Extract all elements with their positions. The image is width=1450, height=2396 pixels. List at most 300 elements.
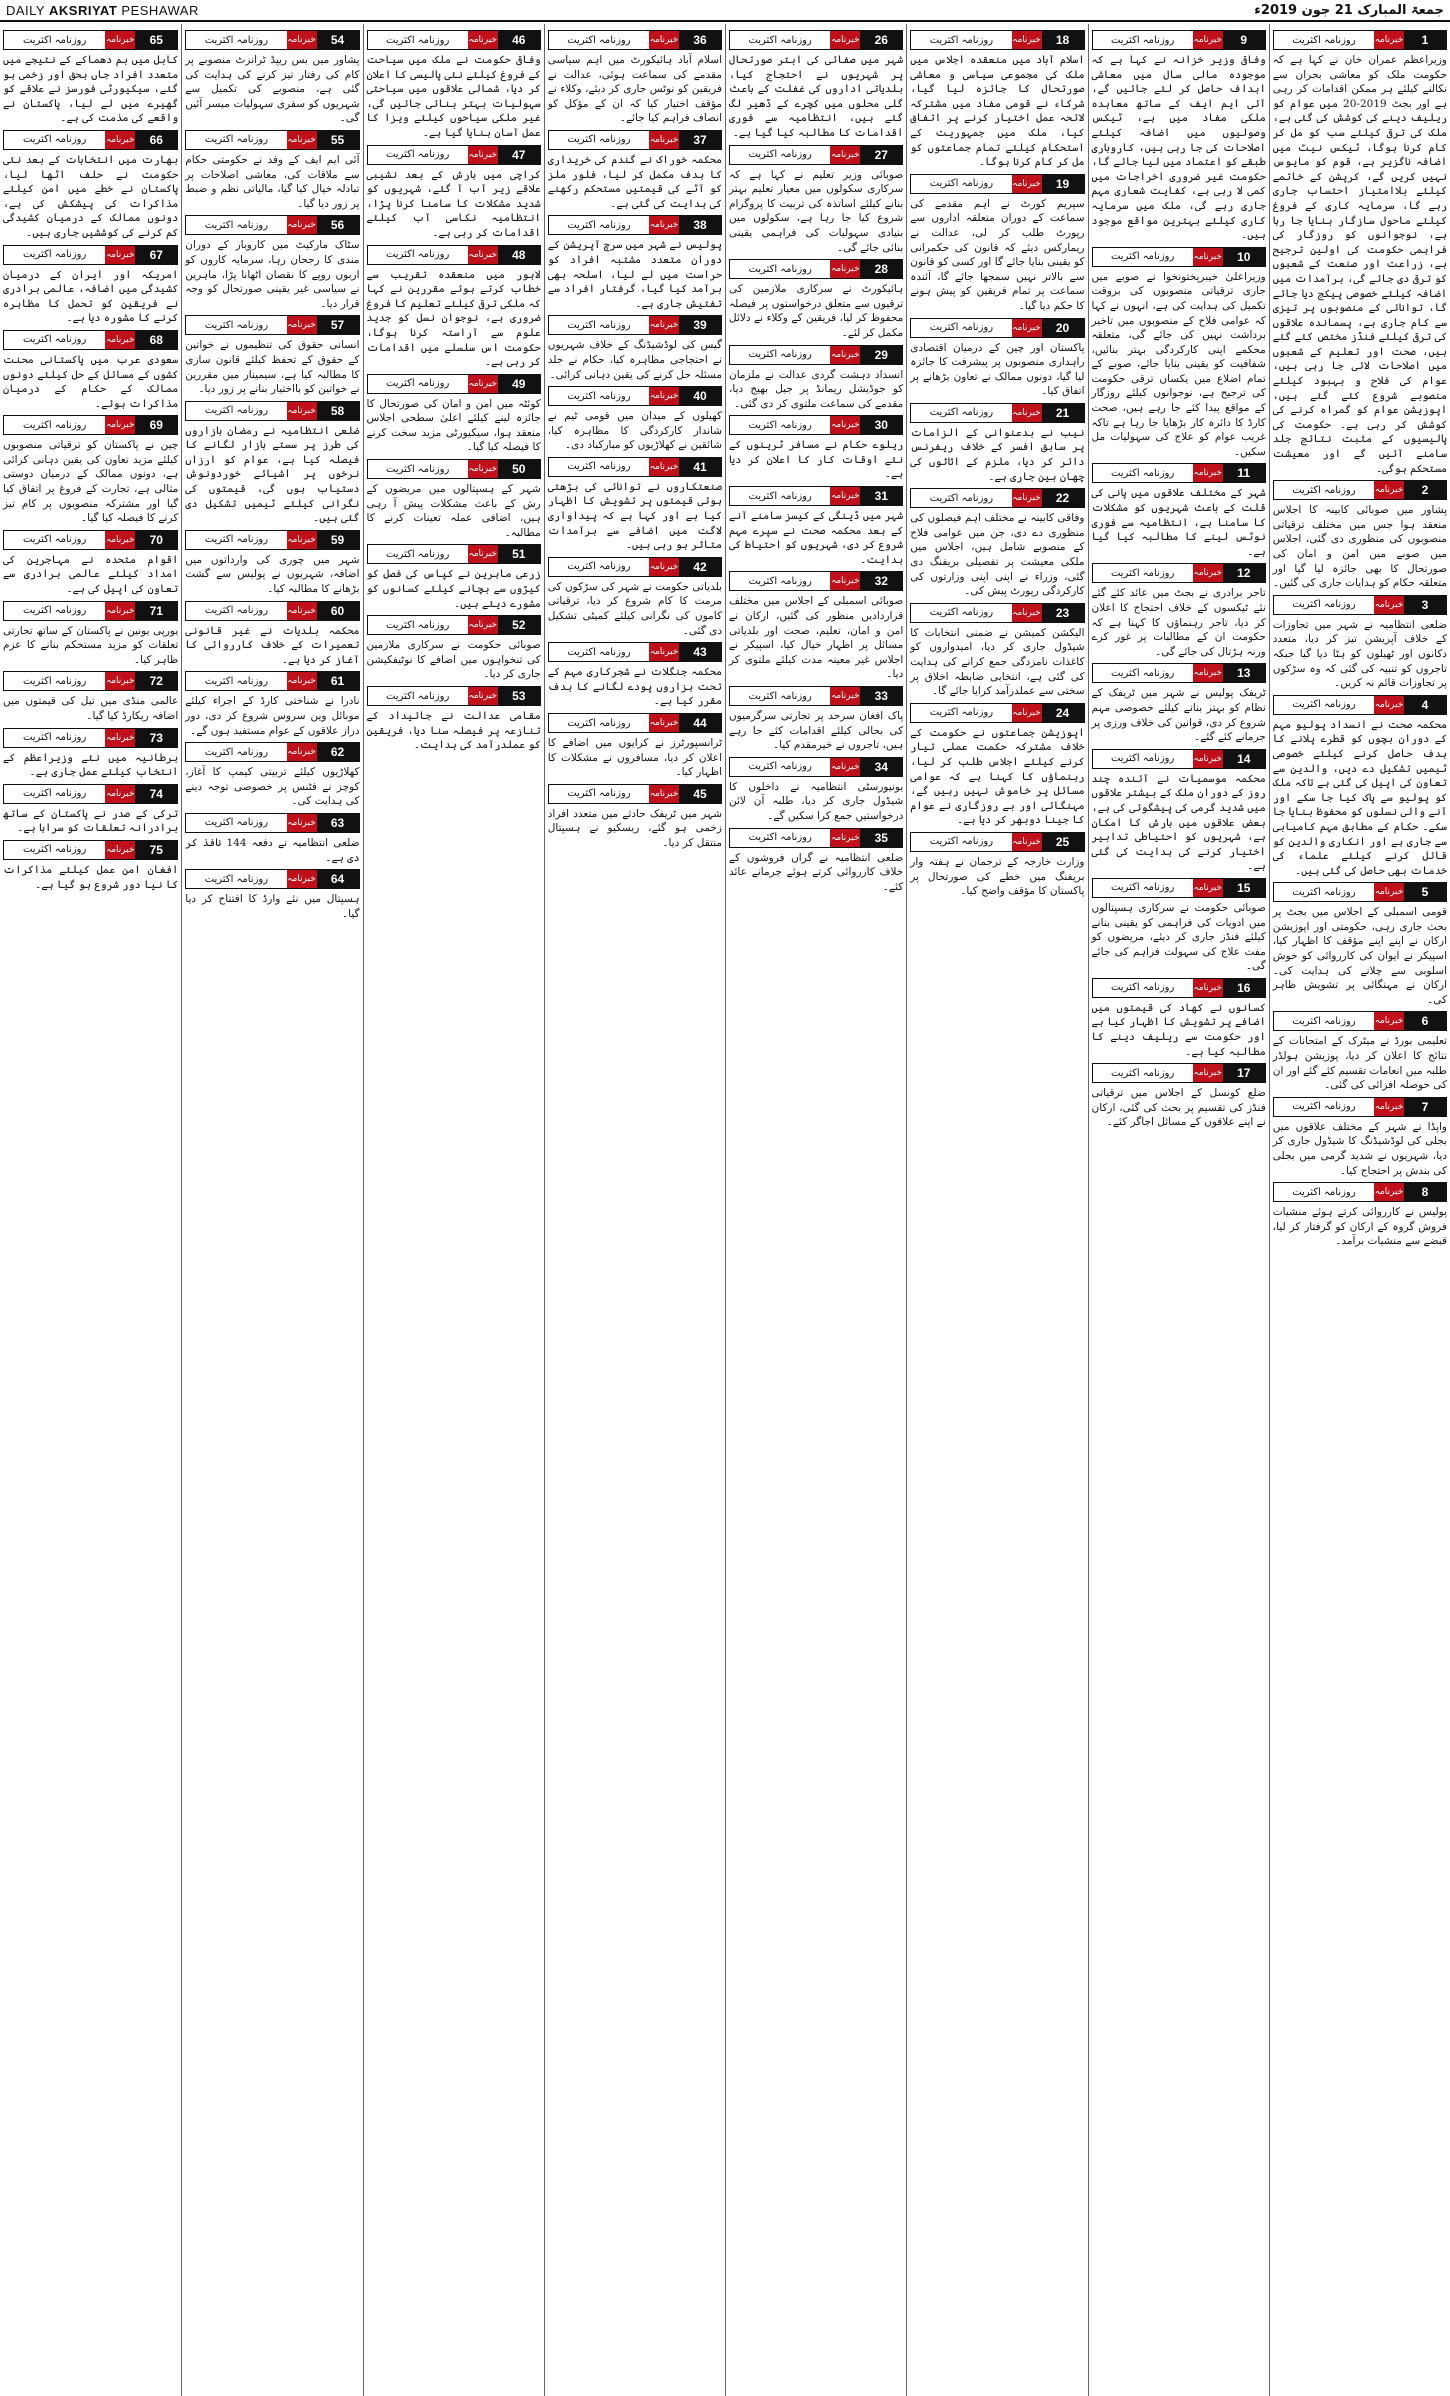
news-item xyxy=(367,682,541,753)
paper-name-label: روزنامہ اکثریت xyxy=(911,833,1011,851)
news-tag: خبرنامہ xyxy=(1012,404,1042,422)
news-number: 43 xyxy=(679,643,721,661)
masthead xyxy=(0,0,1450,22)
news-item xyxy=(3,667,178,723)
news-tag: خبرنامہ xyxy=(830,687,860,705)
news-item-header xyxy=(910,488,1084,508)
news-body: واپڈا نے شہر کے مختلف علاقوں میں بجلی کی لوڈشیڈنگ کا شیڈول جاری کر دیا، شہریوں نے شدید گرمی میں بجلی کی بندش پر احتجاج کیا۔ xyxy=(1272,1120,1447,1177)
news-number: 26 xyxy=(860,31,902,49)
news-body: نادرا نے شناختی کارڈ کے اجراء کیلئے موبائل وین سروس شروع کر دی، دور دراز علاقوں کے عوام مستفید ہوں گے۔ xyxy=(185,695,360,737)
news-item xyxy=(1273,691,1447,879)
news-item-header xyxy=(910,318,1084,338)
news-item-header xyxy=(910,703,1084,723)
news-item xyxy=(1092,745,1266,874)
news-tag: خبرنامہ xyxy=(1374,1098,1404,1116)
news-body: وفاقی حکومت نے ملک میں سیاحت کے فروغ کیلئے نئی پالیسی کا اعلان کر دیا، شمالی علاقوں میں سیاحتی سہولیات بہتر بنائی جائیں گی، غیر ملکی سیاحوں کیلئے ویزا کا عمل آسان بنایا گیا ہے۔ xyxy=(366,54,541,139)
news-body: قومی اسمبلی کے اجلاس میں بجٹ پر بحث جاری رہی، حکومتی اور اپوزیشن ارکان نے اپنے اپنے مؤقف کا اظہار کیا، اسپیکر نے ایوان کی کارروائی کو خوش اسلوبی سے چلانے کی ہدایت کی۔ ارکان نے مہنگائی پر تشویش ظاہر کی۔ xyxy=(1272,906,1447,1006)
news-item xyxy=(729,411,903,482)
news-number: 30 xyxy=(860,416,902,434)
news-item-header xyxy=(729,828,903,848)
news-item xyxy=(910,699,1084,828)
paper-name-label: روزنامہ اکثریت xyxy=(4,416,105,434)
news-number: 61 xyxy=(317,672,359,690)
news-body: صوبائی حکومت نے سرکاری ملازمین کی تنخواہوں میں اضافے کا نوٹیفکیشن جاری کر دیا۔ xyxy=(366,639,541,681)
news-body: نیب نے بدعنوانی کے الزامات پر سابق افسر کے خلاف ریفرنس دائر کر دیا، ملزم کے اثاثوں کی چھان بین جاری ہے۔ xyxy=(910,426,1085,483)
paper-name-label: روزنامہ اکثریت xyxy=(549,785,649,803)
news-body: پاکستان اور چین کے درمیان اقتصادی راہداری منصوبوں پر پیشرفت کا جائزہ لیا گیا، دونوں ممالک نے تعاون بڑھانے پر اتفاق کیا۔ xyxy=(910,341,1085,398)
news-body: پاک افغان سرحد پر تجارتی سرگرمیوں کی بحالی کیلئے اقدامات کئے جا رہے ہیں، تاجروں نے خیرمقدم کیا۔ xyxy=(729,710,904,752)
news-item xyxy=(185,738,359,809)
paper-name-label: روزنامہ اکثریت xyxy=(911,604,1011,622)
paper-name: AKSRIYAT xyxy=(49,2,118,18)
news-tag: خبرنامہ xyxy=(1012,833,1042,851)
news-item xyxy=(729,682,903,753)
news-tag: خبرنامہ xyxy=(1193,31,1223,49)
paper-name-label: روزنامہ اکثریت xyxy=(730,572,830,590)
news-number: 35 xyxy=(860,829,902,847)
news-tag: خبرنامہ xyxy=(1012,31,1042,49)
news-item xyxy=(1092,459,1266,559)
news-number: 59 xyxy=(317,531,359,549)
news-tag: خبرنامہ xyxy=(287,814,317,832)
news-number: 14 xyxy=(1223,750,1265,768)
news-item-header xyxy=(729,757,903,777)
news-item-header xyxy=(548,215,722,235)
news-number: 28 xyxy=(860,260,902,278)
news-tag: خبرنامہ xyxy=(1193,1064,1223,1082)
news-item xyxy=(185,397,359,526)
news-tag: خبرنامہ xyxy=(105,729,135,747)
news-item xyxy=(548,126,722,211)
paper-name-label: روزنامہ اکثریت xyxy=(1093,879,1193,897)
news-tag: خبرنامہ xyxy=(105,331,135,349)
news-tag: خبرنامہ xyxy=(1012,175,1042,193)
news-body: ضلعی انتظامیہ نے رمضان بازاروں کی طرز پر سستے بازار لگانے کا فیصلہ کیا ہے، عوام کو ارزاں نرخوں پر اشیائے خوردونوش دستیاب ہوں گی، قیمتوں کی نگرانی کیلئے ٹیمیں تشکیل دی گئی ہیں۔ xyxy=(185,424,360,525)
news-body: انسانی حقوق کی تنظیموں نے خواتین کے حقوق کے تحفظ کیلئے قانون سازی کا مطالبہ کیا ہے، سیمینار میں مقررین نے خواتین کو بااختیار بنانے پر زور دیا۔ xyxy=(185,339,360,396)
news-item xyxy=(1092,559,1266,659)
paper-name-label: روزنامہ اکثریت xyxy=(911,319,1011,337)
news-item xyxy=(1092,659,1266,744)
news-item-header xyxy=(1092,749,1266,769)
news-tag: خبرنامہ xyxy=(1374,1012,1404,1030)
news-item-header xyxy=(548,557,722,577)
news-item-header xyxy=(1273,1011,1447,1031)
news-body: چین نے پاکستان کو ترقیاتی منصوبوں کیلئے مزید تعاون کی یقین دہانی کرائی ہے، دونوں ممالک کے درمیان دوستی مثالی ہے، تجارت کے فروغ پر اتفاق کیا گیا اور مشترکہ منصوبوں پر کام تیز کرنے کا فیصلہ کیا گیا۔ xyxy=(3,439,179,525)
news-item-header xyxy=(729,145,903,165)
paper-name-label: روزنامہ اکثریت xyxy=(4,31,105,49)
news-body: پشاور میں بس ریپڈ ٹرانزٹ منصوبے پر کام کی رفتار تیز کرنے کی ہدایت کی گئی ہے، منصوبے کی تکمیل سے شہریوں کو سفری سہولیات میسر آئیں گی۔ xyxy=(185,54,360,125)
news-tag: خبرنامہ xyxy=(287,602,317,620)
news-body: ٹرانسپورٹرز نے کرایوں میں اضافے کا اعلان کر دیا، مسافروں نے مشکلات کا اظہار کیا۔ xyxy=(547,737,722,779)
news-number: 16 xyxy=(1223,979,1265,997)
news-item xyxy=(548,553,722,638)
paper-name-label: روزنامہ اکثریت xyxy=(911,704,1011,722)
news-item-header xyxy=(1273,1097,1447,1117)
news-number: 55 xyxy=(317,131,359,149)
news-item-header xyxy=(729,486,903,506)
news-number: 36 xyxy=(679,31,721,49)
news-item-header xyxy=(185,401,359,421)
news-item-header xyxy=(548,642,722,662)
news-tag: خبرنامہ xyxy=(649,316,679,334)
news-body: صوبائی وزیر تعلیم نے کہا ہے کہ سرکاری سکولوں میں معیار تعلیم بہتر بنانے کیلئے اساتذہ کی تربیت کا پروگرام شروع کیا جا رہا ہے، سکولوں میں بنیادی سہولیات کی فراہمی یقینی بنائی جائے گی۔ xyxy=(729,168,904,254)
date-line: جمعۃ المبارک 21 جون 2019ء xyxy=(1254,2,1444,18)
news-tag: خبرنامہ xyxy=(287,743,317,761)
news-item-header xyxy=(185,30,359,50)
news-tag: خبرنامہ xyxy=(468,31,498,49)
news-body: کسانوں نے کھاد کی قیمتوں میں اضافے پر تشویش کا اظہار کیا ہے اور حکومت سے ریلیف دینے کا مطالبہ کیا ہے۔ xyxy=(1091,1001,1266,1058)
news-item-header xyxy=(729,30,903,50)
news-item-header xyxy=(1273,480,1447,500)
news-body: یورپی یونین نے پاکستان کے ساتھ تجارتی تعلقات کو مزید مستحکم بنانے کا عزم ظاہر کیا۔ xyxy=(3,624,179,666)
news-item xyxy=(910,314,1084,399)
paper-city: PESHAWAR xyxy=(121,2,199,18)
news-item xyxy=(1273,476,1447,591)
news-number: 23 xyxy=(1042,604,1084,622)
news-body: محکمہ خوراک نے گندم کی خریداری کا ہدف مکمل کر لیا، فلور ملز کو آٹے کی قیمتیں مستحکم رکھنے کی ہدایت کی گئی ہے۔ xyxy=(547,153,722,210)
paper-name-label: روزنامہ اکثریت xyxy=(730,829,830,847)
paper-name-label: روزنامہ اکثریت xyxy=(730,416,830,434)
news-tag: خبرنامہ xyxy=(1193,879,1223,897)
news-item-header xyxy=(3,415,178,435)
news-item xyxy=(548,638,722,709)
paper-name-label: روزنامہ اکثریت xyxy=(4,246,105,264)
news-item xyxy=(185,26,359,126)
news-column xyxy=(363,24,544,2396)
paper-name-label: روزنامہ اکثریت xyxy=(1274,481,1374,499)
news-body: ضلع کونسل کے اجلاس میں ترقیاتی فنڈز کی تقسیم پر بحث کی گئی، ارکان نے اپنے علاقوں کے مسائل اجاگر کئے۔ xyxy=(1091,1087,1266,1129)
news-body: یونیورسٹی انتظامیہ نے داخلوں کا شیڈول جاری کر دیا، طلبہ آن لائن درخواستیں جمع کرا سکیں گے۔ xyxy=(729,780,904,822)
news-item-header xyxy=(548,315,722,335)
paper-name-label: روزنامہ اکثریت xyxy=(730,758,830,776)
news-tag: خبرنامہ xyxy=(830,260,860,278)
news-number: 27 xyxy=(860,146,902,164)
news-item-header xyxy=(367,245,541,265)
news-tag: خبرنامہ xyxy=(1374,596,1404,614)
news-tag: خبرنامہ xyxy=(649,558,679,576)
news-item-header xyxy=(367,544,541,564)
news-body: محکمہ صحت نے انسداد پولیو مہم کے دوران بچوں کو قطرے پلانے کا ہدف حاصل کرنے کیلئے خصوصی ٹیمیں تشکیل دے دیں، والدین سے تعاون کی اپیل کی گئی ہے تاکہ ملک کو پولیو سے پاک کیا جا سکے اور آنے والی نسلوں کو محفوظ بنایا جا سکے۔ حکام کے مطابق مہم کامیابی سے جاری ہے اور انکاری والدین کو قائل کرنے کیلئے علماء کی خدمات بھی حاصل کی گئی ہیں۔ xyxy=(1272,718,1447,877)
paper-name-label: روزنامہ اکثریت xyxy=(911,175,1011,193)
news-tag: خبرنامہ xyxy=(830,829,860,847)
news-item-header xyxy=(729,415,903,435)
news-body: شہر میں ڈینگی کے کیسز سامنے آنے کے بعد محکمہ صحت نے سپرے مہم شروع کر دی، شہریوں کو احتیاط کی ہدایت۔ xyxy=(729,510,904,566)
news-item xyxy=(729,482,903,567)
news-number: 71 xyxy=(135,602,177,620)
news-body: زرعی ماہرین نے کپاس کی فصل کو کیڑوں سے بچانے کیلئے کسانوں کو مشورے دیئے ہیں۔ xyxy=(366,568,541,610)
news-tag: خبرنامہ xyxy=(1374,696,1404,714)
news-tag: خبرنامہ xyxy=(287,216,317,234)
paper-name-label: روزنامہ اکثریت xyxy=(549,387,649,405)
news-number: 4 xyxy=(1404,696,1446,714)
news-item-header xyxy=(3,840,178,860)
news-item-header xyxy=(3,601,178,621)
news-number: 44 xyxy=(679,714,721,732)
news-number: 19 xyxy=(1042,175,1084,193)
paper-name-label: روزنامہ اکثریت xyxy=(549,558,649,576)
paper-name-label: روزنامہ اکثریت xyxy=(1093,664,1193,682)
news-number: 11 xyxy=(1223,464,1265,482)
news-body: افغان امن عمل کیلئے مذاکرات کا نیا دور شروع ہو گیا ہے۔ xyxy=(3,863,179,891)
paper-name-label: روزنامہ اکثریت xyxy=(4,331,105,349)
news-tag: خبرنامہ xyxy=(287,316,317,334)
news-item-header xyxy=(185,869,359,889)
news-number: 33 xyxy=(860,687,902,705)
news-number: 15 xyxy=(1223,879,1265,897)
news-item xyxy=(185,211,359,311)
news-item xyxy=(3,26,178,126)
news-item-header xyxy=(548,457,722,477)
news-tag: خبرنامہ xyxy=(649,785,679,803)
paper-name-label: روزنامہ اکثریت xyxy=(1093,464,1193,482)
news-body: شہر میں چوری کی وارداتوں میں اضافہ، شہریوں نے پولیس سے گشت بڑھانے کا مطالبہ کیا۔ xyxy=(185,553,360,596)
news-body: کوئٹہ میں امن و امان کی صورتحال کا جائزہ لینے کیلئے اعلیٰ سطحی اجلاس منعقد ہوا، سیکیورٹی مزید سخت کرنے کا فیصلہ کیا گیا۔ xyxy=(366,397,541,454)
news-number: 64 xyxy=(317,870,359,888)
paper-name-label: روزنامہ اکثریت xyxy=(730,260,830,278)
news-item-header xyxy=(1092,878,1266,898)
news-body: بھارت میں انتخابات کے بعد نئی حکومت نے حلف اٹھا لیا، پاکستان نے خطے میں امن کیلئے مذاکرات کی پیشکش کی ہے، دونوں ممالک کے درمیان کشیدگی کم کرنے کی کوششیں جاری ہیں۔ xyxy=(3,153,179,239)
news-tag: خبرنامہ xyxy=(649,131,679,149)
news-body: پولیس نے کارروائی کرتے ہوئے منشیات فروش گروہ کے ارکان کو گرفتار کر لیا، قبضے سے منشیات برآمد۔ xyxy=(1272,1206,1447,1248)
news-tag: خبرنامہ xyxy=(287,870,317,888)
paper-name-label: روزنامہ اکثریت xyxy=(1093,750,1193,768)
news-number: 56 xyxy=(317,216,359,234)
news-tag: خبرنامہ xyxy=(830,572,860,590)
news-item-header xyxy=(910,403,1084,423)
news-item xyxy=(185,526,359,597)
news-body: کابل میں بم دھماکے کے نتیجے میں متعدد افراد جاں بحق اور زخمی ہو گئے، سیکیورٹی فورسز نے علاقے کو گھیرے میں لے لیا، پاکستان نے واقعے کی مذمت کی ہے۔ xyxy=(3,54,179,125)
paper-name-label: روزنامہ اکثریت xyxy=(730,346,830,364)
paper-name-label: روزنامہ اکثریت xyxy=(730,31,830,49)
paper-name-label: روزنامہ اکثریت xyxy=(730,146,830,164)
news-body: کھلاڑیوں کیلئے تربیتی کیمپ کا آغاز، کوچز نے فٹنس پر خصوصی توجہ دینے کی ہدایت کی۔ xyxy=(185,766,360,808)
news-number: 13 xyxy=(1223,664,1265,682)
news-item-header xyxy=(910,832,1084,852)
news-item xyxy=(548,26,722,126)
news-item-header xyxy=(910,603,1084,623)
news-body: ضلعی انتظامیہ نے دفعہ 144 نافذ کر دی ہے۔ xyxy=(185,836,360,864)
news-number: 24 xyxy=(1042,704,1084,722)
news-body: کھیلوں کے میدان میں قومی ٹیم نے شاندار کارکردگی کا مظاہرہ کیا، شائقین نے کھلاڑیوں کو مبارکباد دی۔ xyxy=(547,410,722,452)
news-item-header xyxy=(1273,882,1447,902)
news-number: 1 xyxy=(1404,31,1446,49)
news-number: 34 xyxy=(860,758,902,776)
news-number: 20 xyxy=(1042,319,1084,337)
news-column xyxy=(1088,24,1269,2396)
news-body: پولیس نے شہر میں سرچ آپریشن کے دوران متعدد مشتبہ افراد کو حراست میں لے لیا، اسلحہ بھی برآمد کیا گیا، گرفتار افراد سے تفتیش جاری ہے۔ xyxy=(547,239,722,310)
paper-name-label: روزنامہ اکثریت xyxy=(1274,1012,1374,1030)
news-number: 9 xyxy=(1223,31,1265,49)
news-item-header xyxy=(3,728,178,748)
news-tag: خبرنامہ xyxy=(1374,31,1404,49)
news-item-header xyxy=(3,671,178,691)
news-item xyxy=(729,824,903,895)
news-tag: خبرنامہ xyxy=(830,758,860,776)
news-item xyxy=(910,26,1084,170)
paper-name-label: روزنامہ اکثریت xyxy=(4,131,105,149)
news-item xyxy=(910,484,1084,599)
news-body: انسداد دہشت گردی عدالت نے ملزمان کو جوڈیشل ریمانڈ پر جیل بھیج دیا، مقدمے کی سماعت ملتوی کر دی گئی۔ xyxy=(729,368,904,410)
news-number: 70 xyxy=(135,531,177,549)
news-tag: خبرنامہ xyxy=(468,545,498,563)
news-item-header xyxy=(729,571,903,591)
news-body: سپریم کورٹ نے اہم مقدمے کی سماعت کے دوران متعلقہ اداروں سے رپورٹ طلب کر لی، عدالت نے ریمارکس دیئے کہ قانون کی حکمرانی کو یقینی بنایا جائے گا اور کسی کو قانون سے بالاتر نہیں سمجھا جائے گا، آئندہ سماعت پر تمام فریقین کو پیش ہونے کا حکم دیا گیا۔ xyxy=(910,197,1085,312)
news-number: 39 xyxy=(679,316,721,334)
news-item xyxy=(548,780,722,851)
news-body: بلدیاتی حکومت نے شہر کی سڑکوں کی مرمت کا کام شروع کر دیا، ترقیاتی کاموں کی نگرانی کیلئے کمیٹی تشکیل دی گئی۔ xyxy=(547,580,722,637)
news-item-header xyxy=(1092,563,1266,583)
news-tag: خبرنامہ xyxy=(468,687,498,705)
news-body: محکمہ جنگلات نے شجرکاری مہم کے تحت ہزاروں پودے لگانے کا ہدف مقرر کیا ہے۔ xyxy=(547,666,722,708)
paper-name-label: روزنامہ اکثریت xyxy=(186,216,286,234)
news-item xyxy=(1092,974,1266,1059)
news-item-header xyxy=(185,130,359,150)
news-item-header xyxy=(548,30,722,50)
news-item-header xyxy=(1092,30,1266,50)
news-item-header xyxy=(3,30,178,50)
news-body: تعلیمی بورڈ نے میٹرک کے امتحانات کے نتائج کا اعلان کر دیا، پوزیشن ہولڈر طلبہ میں انعامات تقسیم کئے گئے اور ان کی حوصلہ افزائی کی گئی۔ xyxy=(1272,1035,1447,1092)
news-tag: خبرنامہ xyxy=(287,672,317,690)
news-item xyxy=(3,126,178,241)
news-number: 10 xyxy=(1223,248,1265,266)
paper-name-label: روزنامہ اکثریت xyxy=(186,531,286,549)
news-item-header xyxy=(367,459,541,479)
news-number: 74 xyxy=(135,785,177,803)
news-number: 21 xyxy=(1042,404,1084,422)
news-number: 52 xyxy=(498,616,540,634)
news-tag: خبرنامہ xyxy=(1193,664,1223,682)
news-number: 53 xyxy=(498,687,540,705)
news-tag: خبرنامہ xyxy=(105,31,135,49)
news-body: اسلام آباد میں منعقدہ اجلاس میں ملک کی مجموعی سیاسی و معاشی صورتحال کا جائزہ لیا گیا، شرکاء نے قومی مفاد میں مشترکہ لائحہ عمل اختیار کرنے پر اتفاق کیا، ملک میں جمہوریت کے استحکام کیلئے تمام جماعتوں کو مل کر کام کرنا ہوگا۔ xyxy=(910,54,1085,169)
paper-name-label: روزنامہ اکثریت xyxy=(368,460,468,478)
news-item xyxy=(1273,1007,1447,1092)
news-tag: خبرنامہ xyxy=(649,643,679,661)
news-item-header xyxy=(185,530,359,550)
news-tag: خبرنامہ xyxy=(287,402,317,420)
news-body: صنعتکاروں نے توانائی کی بڑھتی ہوئی قیمتوں پر تشویش کا اظہار کیا ہے اور کہا ہے کہ پیداواری لاگت میں اضافے سے برآمدات متاثر ہو رہی ہیں۔ xyxy=(547,480,722,552)
news-item xyxy=(729,567,903,682)
paper-name-label: روزنامہ اکثریت xyxy=(186,402,286,420)
paper-name-label: روزنامہ اکثریت xyxy=(1274,596,1374,614)
news-item-header xyxy=(1092,978,1266,998)
news-item xyxy=(729,753,903,824)
news-item xyxy=(367,141,541,241)
news-body: ریلوے حکام نے مسافر ٹرینوں کے نئے اوقات کار کا اعلان کر دیا ہے۔ xyxy=(729,439,904,481)
news-item-header xyxy=(3,784,178,804)
news-tag: خبرنامہ xyxy=(1012,604,1042,622)
news-item xyxy=(1092,26,1266,243)
news-tag: خبرنامہ xyxy=(1193,979,1223,997)
news-tag: خبرنامہ xyxy=(1012,704,1042,722)
news-body: ہسپتال میں نئے وارڈ کا افتتاح کر دیا گیا۔ xyxy=(185,893,360,920)
news-number: 6 xyxy=(1404,1012,1446,1030)
news-tag: خبرنامہ xyxy=(287,31,317,49)
news-tag: خبرنامہ xyxy=(649,31,679,49)
paper-name-label: روزنامہ اکثریت xyxy=(549,458,649,476)
news-number: 18 xyxy=(1042,31,1084,49)
news-item xyxy=(185,667,359,738)
news-body: شہر میں ٹریفک حادثے میں متعدد افراد زخمی ہو گئے، ریسکیو نے ہسپتال منتقل کر دیا۔ xyxy=(547,807,722,849)
news-tag: خبرنامہ xyxy=(830,487,860,505)
paper-name-label: روزنامہ اکثریت xyxy=(730,687,830,705)
news-columns xyxy=(0,24,1450,2396)
news-number: 37 xyxy=(679,131,721,149)
news-tag: خبرنامہ xyxy=(105,131,135,149)
news-body: گیس کی لوڈشیڈنگ کے خلاف شہریوں نے احتجاجی مظاہرہ کیا، حکام نے جلد مسئلہ حل کرنے کی یقین دہانی کرائی۔ xyxy=(547,339,722,381)
news-item-header xyxy=(3,245,178,265)
news-tag: خبرنامہ xyxy=(830,146,860,164)
news-body: لاہور میں منعقدہ تقریب سے خطاب کرتے ہوئے مقررین نے کہا کہ ملکی ترقی کیلئے تعلیم کا فروغ ضروری ہے، نوجوان نسل کو جدید علوم سے آراستہ کرنا ہوگا، حکومت اس سلسلے میں اقدامات کر رہی ہے۔ xyxy=(366,268,541,369)
news-number: 2 xyxy=(1404,481,1446,499)
news-item-header xyxy=(1092,463,1266,483)
news-tag: خبرنامہ xyxy=(1193,464,1223,482)
news-number: 72 xyxy=(135,672,177,690)
news-number: 32 xyxy=(860,572,902,590)
paper-name-label: روزنامہ اکثریت xyxy=(549,131,649,149)
news-body: اسلام آباد ہائیکورٹ میں اہم سیاسی مقدمے کی سماعت ہوئی، عدالت نے فریقین کو نوٹس جاری کر دیئے، وکلاء نے مؤقف اختیار کیا کہ ان کے مؤکل کو انصاف فراہم کیا جائے۔ xyxy=(547,54,722,125)
news-number: 5 xyxy=(1404,883,1446,901)
news-body: شہر کے مختلف علاقوں میں پانی کی قلت کے باعث شہریوں کو مشکلات کا سامنا ہے، انتظامیہ سے فوری نوٹس لینے کا مطالبہ کیا گیا ہے۔ xyxy=(1091,487,1266,558)
paper-name-label: روزنامہ اکثریت xyxy=(549,714,649,732)
news-item xyxy=(185,809,359,865)
news-number: 68 xyxy=(135,331,177,349)
paper-name-label: روزنامہ اکثریت xyxy=(549,31,649,49)
news-item xyxy=(1273,591,1447,691)
paper-prefix: DAILY xyxy=(6,2,45,18)
news-body: کراچی میں بارش کے بعد نشیبی علاقے زیر آب آ گئے، شہریوں کو شدید مشکلات کا سامنا کرنا پڑا، انتظامیہ نکاسی آب کیلئے اقدامات کر رہی ہے۔ xyxy=(366,168,541,239)
news-column xyxy=(906,24,1087,2396)
news-number: 69 xyxy=(135,416,177,434)
news-body: وزارت خارجہ کے ترجمان نے ہفتہ وار بریفنگ میں خطے کی صورتحال پر پاکستان کا مؤقف واضح کیا۔ xyxy=(910,855,1085,898)
news-body: اقوام متحدہ نے مہاجرین کی امداد کیلئے عالمی برادری سے تعاون کی اپیل کی ہے۔ xyxy=(3,553,179,596)
paper-name-label: روزنامہ اکثریت xyxy=(368,616,468,634)
news-tag: خبرنامہ xyxy=(649,458,679,476)
news-number: 50 xyxy=(498,460,540,478)
news-number: 8 xyxy=(1404,1183,1446,1201)
news-tag: خبرنامہ xyxy=(468,616,498,634)
news-tag: خبرنامہ xyxy=(830,416,860,434)
news-number: 65 xyxy=(135,31,177,49)
news-item xyxy=(367,26,541,141)
news-number: 31 xyxy=(860,487,902,505)
news-item xyxy=(185,126,359,211)
paper-name-label: روزنامہ اکثریت xyxy=(911,489,1011,507)
paper-name-label: روزنامہ اکثریت xyxy=(4,672,105,690)
news-item xyxy=(367,455,541,540)
news-number: 29 xyxy=(860,346,902,364)
news-tag: خبرنامہ xyxy=(1374,481,1404,499)
news-number: 73 xyxy=(135,729,177,747)
news-item-header xyxy=(185,315,359,335)
news-number: 66 xyxy=(135,131,177,149)
news-item-header xyxy=(1092,1063,1266,1083)
news-body: ٹریفک پولیس نے شہر میں ٹریفک کے نظام کو بہتر بنانے کیلئے خصوصی مہم شروع کر دی، قوانین کی خلاف ورزی پر جرمانے کئے گئے۔ xyxy=(1091,687,1266,744)
news-body: ہائیکورٹ نے سرکاری ملازمین کی ترقیوں سے متعلق درخواستوں پر فیصلہ محفوظ کر لیا، فریقین کے وکلاء نے دلائل مکمل کر لئے۔ xyxy=(729,283,904,339)
paper-name-label: روزنامہ اکثریت xyxy=(186,602,286,620)
paper-name-label: روزنامہ اکثریت xyxy=(911,31,1011,49)
news-column xyxy=(181,24,362,2396)
news-tag: خبرنامہ xyxy=(105,841,135,859)
news-tag: خبرنامہ xyxy=(105,672,135,690)
news-item-header xyxy=(3,530,178,550)
news-item xyxy=(1273,1093,1447,1178)
news-body: وفاقی وزیر خزانہ نے کہا ہے کہ موجودہ مالی سال میں معاشی اہداف حاصل کر لئے جائیں گے، آئی ایم ایف کے ساتھ معاہدہ ملکی مفاد میں ہے، ٹیکس وصولیوں میں اضافہ کیلئے اصلاحات کی جا رہی ہیں، کاروباری طبقے کو اعتماد میں لیا جائے گا، حکومت غیر ضروری اخراجات میں کمی لا رہی ہے، کفایت شعاری مہم جاری رہے گی، ملک میں سرمایہ کاری کیلئے بہترین مواقع موجود ہیں۔ xyxy=(1091,54,1266,242)
news-tag: خبرنامہ xyxy=(1012,319,1042,337)
news-body: آئی ایم ایف کے وفد نے حکومتی حکام سے ملاقات کی، معاشی اصلاحات پر تبادلہ خیال کیا گیا، مالیاتی نظم و ضبط پر زور دیا گیا۔ xyxy=(185,153,360,210)
news-number: 57 xyxy=(317,316,359,334)
news-item xyxy=(3,241,178,326)
